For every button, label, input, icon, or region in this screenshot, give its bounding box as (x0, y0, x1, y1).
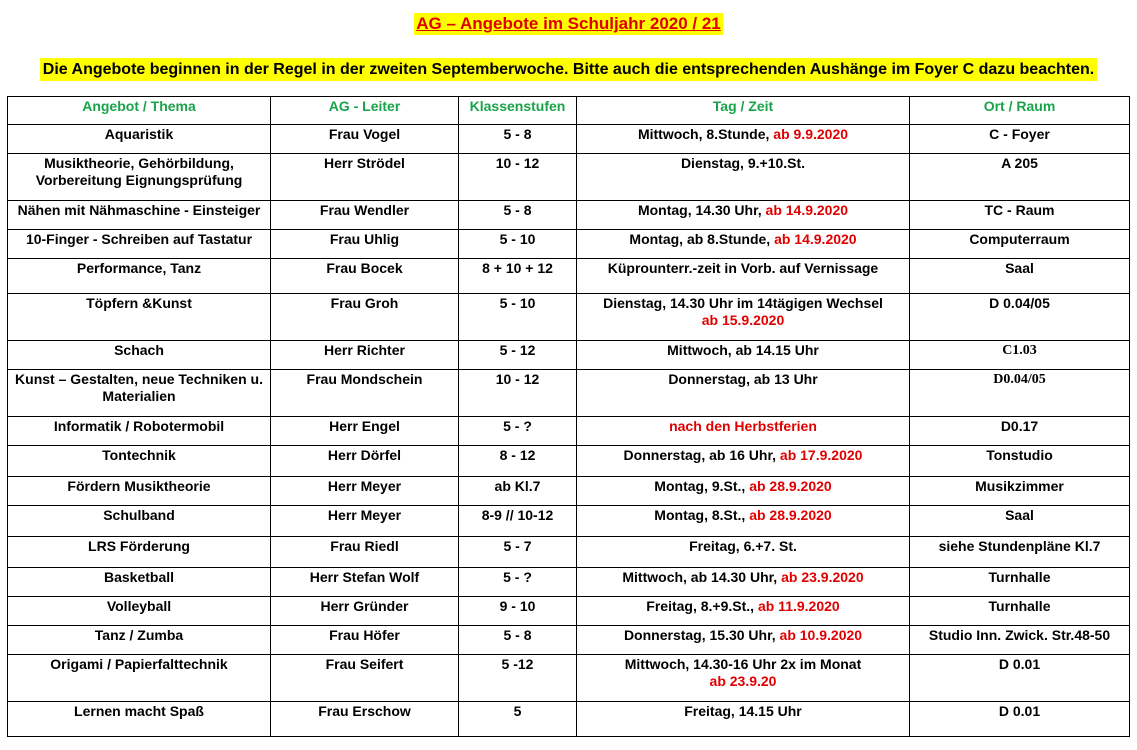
cell-thema: 10-Finger - Schreiben auf Tastatur (8, 230, 271, 259)
time-text: Donnerstag, 15.30 Uhr, (623, 627, 776, 643)
cell-stufen: 5 - 7 (459, 537, 577, 568)
cell-stufen: 5 - 8 (459, 201, 577, 230)
cell-ort: Musikzimmer (910, 477, 1130, 506)
start-date-text: ab 23.9.2020 (781, 569, 864, 585)
cell-ort: A 205 (910, 154, 1130, 201)
cell-stufen: 5 - 10 (459, 230, 577, 259)
cell-stufen: 8 + 10 + 12 (459, 259, 577, 294)
column-header-zeit: Tag / Zeit (577, 97, 910, 125)
cell-thema: Volleyball (8, 597, 271, 626)
cell-stufen: 10 - 12 (459, 370, 577, 417)
cell-leiter: Frau Erschow (271, 702, 459, 737)
cell-zeit (577, 477, 910, 506)
cell-ort: siehe Stundenpläne Kl.7 (910, 537, 1130, 568)
table-header-row (8, 97, 1130, 125)
cell-leiter: Herr Dörfel (271, 446, 459, 477)
table-row (8, 597, 1130, 626)
cell-leiter: Herr Stefan Wolf (271, 568, 459, 597)
cell-stufen: 8-9 // 10-12 (459, 506, 577, 537)
cell-stufen: 9 - 10 (459, 597, 577, 626)
table-row (8, 568, 1130, 597)
cell-leiter: Herr Richter (271, 341, 459, 370)
time-text: Montag, 9.St., (654, 478, 746, 494)
table-row (8, 259, 1130, 294)
start-date-text: ab 23.9.20 (709, 673, 777, 689)
start-date-text: ab 14.9.2020 (765, 202, 849, 218)
cell-ort: Turnhalle (910, 597, 1130, 626)
start-date-text: nach den Herbstferien (669, 418, 817, 434)
page-title: AG – Angebote im Schuljahr 2020 / 21 (416, 14, 721, 33)
start-date-text: ab 28.9.2020 (749, 507, 832, 523)
time-text: Dienstag, 9.+10.St. (680, 155, 806, 171)
cell-stufen: 5 - ? (459, 417, 577, 446)
cell-stufen: 5 - 8 (459, 626, 577, 655)
cell-leiter: Frau Bocek (271, 259, 459, 294)
table-row (8, 702, 1130, 737)
cell-ort: Saal (910, 259, 1130, 294)
cell-zeit (577, 125, 910, 154)
cell-zeit (577, 294, 910, 341)
column-header-leiter: AG - Leiter (271, 97, 459, 125)
table-row (8, 477, 1130, 506)
cell-leiter: Herr Strödel (271, 154, 459, 201)
cell-ort: D0.04/05 (910, 370, 1130, 417)
time-text: Freitag, 6.+7. St. (689, 538, 797, 554)
cell-zeit (577, 597, 910, 626)
table-row (8, 446, 1130, 477)
cell-thema: Nähen mit Nähmaschine - Einsteiger (8, 201, 271, 230)
time-text: Mittwoch, ab 14.30 Uhr, (622, 569, 778, 585)
column-header-ort: Ort / Raum (910, 97, 1130, 125)
offers-table (7, 96, 1130, 737)
cell-leiter: Herr Gründer (271, 597, 459, 626)
cell-zeit (577, 201, 910, 230)
cell-zeit (577, 626, 910, 655)
cell-leiter: Frau Uhlig (271, 230, 459, 259)
cell-thema: Musiktheorie, Gehörbildung, Vorbereitung Eignungsprüfung (8, 154, 271, 201)
cell-zeit (577, 230, 910, 259)
cell-zeit (577, 537, 910, 568)
cell-leiter: Herr Engel (271, 417, 459, 446)
page-subtitle: Die Angebote beginnen in der Regel in der zweiten Septemberwoche. Bitte auch die entsprechenden Aushänge im Foyer C dazu beachten. (40, 58, 1097, 81)
cell-ort: Turnhalle (910, 568, 1130, 597)
start-date-text: ab 28.9.2020 (749, 478, 832, 494)
cell-ort: TC - Raum (910, 201, 1130, 230)
cell-thema: Aquaristik (8, 125, 271, 154)
cell-zeit (577, 446, 910, 477)
cell-ort: Tonstudio (910, 446, 1130, 477)
table-row (8, 201, 1130, 230)
table-row (8, 537, 1130, 568)
title-wrapper (0, 13, 1137, 35)
cell-stufen: 5 - 10 (459, 294, 577, 341)
cell-zeit (577, 506, 910, 537)
cell-thema: Tontechnik (8, 446, 271, 477)
table-row (8, 655, 1130, 702)
subtitle-wrapper (0, 58, 1137, 81)
cell-leiter: Frau Mondschein (271, 370, 459, 417)
cell-ort: C1.03 (910, 341, 1130, 370)
cell-ort: C - Foyer (910, 125, 1130, 154)
cell-leiter: Frau Vogel (271, 125, 459, 154)
cell-thema: Töpfern &Kunst (8, 294, 271, 341)
cell-thema: Tanz / Zumba (8, 626, 271, 655)
column-header-thema: Angebot / Thema (8, 97, 271, 125)
cell-stufen: 5 - ? (459, 568, 577, 597)
cell-thema: Basketball (8, 568, 271, 597)
cell-thema: LRS Förderung (8, 537, 271, 568)
cell-ort: Saal (910, 506, 1130, 537)
table-row (8, 341, 1130, 370)
cell-zeit (577, 370, 910, 417)
time-text: Montag, 14.30 Uhr, (637, 202, 762, 218)
cell-thema: Lernen macht Spaß (8, 702, 271, 737)
cell-zeit (577, 568, 910, 597)
cell-stufen: 5 (459, 702, 577, 737)
table-row (8, 125, 1130, 154)
start-date-text: ab 10.9.2020 (779, 627, 863, 643)
cell-thema: Schulband (8, 506, 271, 537)
cell-zeit (577, 655, 910, 702)
cell-leiter: Frau Seifert (271, 655, 459, 702)
cell-leiter: Frau Wendler (271, 201, 459, 230)
cell-stufen: 10 - 12 (459, 154, 577, 201)
time-text: Mittwoch, 14.30-16 Uhr 2x im Monat (624, 656, 862, 672)
time-text: Freitag, 8.+9.St., (646, 598, 755, 614)
cell-stufen: 5 - 8 (459, 125, 577, 154)
time-text: Donnerstag, ab 13 Uhr (668, 371, 818, 387)
cell-thema: Kunst – Gestalten, neue Techniken u. Materialien (8, 370, 271, 417)
table-row (8, 626, 1130, 655)
time-text: Freitag, 14.15 Uhr (684, 703, 802, 719)
table-row (8, 294, 1130, 341)
cell-stufen: 8 - 12 (459, 446, 577, 477)
cell-stufen: 5 - 12 (459, 341, 577, 370)
column-header-stufen: Klassenstufen (459, 97, 577, 125)
cell-thema: Schach (8, 341, 271, 370)
time-text: Mittwoch, 8.Stunde, (637, 126, 770, 142)
time-text: Dienstag, 14.30 Uhr im 14tägigen Wechsel (603, 295, 883, 311)
cell-zeit (577, 259, 910, 294)
start-date-text: ab 9.9.2020 (773, 126, 849, 142)
table-row (8, 506, 1130, 537)
time-text: Donnerstag, ab 16 Uhr, (623, 447, 777, 463)
cell-ort: D 0.01 (910, 655, 1130, 702)
cell-leiter: Herr Meyer (271, 477, 459, 506)
cell-leiter: Frau Riedl (271, 537, 459, 568)
time-text: Mittwoch, ab 14.15 Uhr (667, 342, 819, 358)
cell-ort: D 0.01 (910, 702, 1130, 737)
cell-ort: D0.17 (910, 417, 1130, 446)
cell-zeit (577, 341, 910, 370)
cell-thema: Origami / Papierfalttechnik (8, 655, 271, 702)
time-text: Montag, ab 8.Stunde, (629, 231, 771, 247)
table-row (8, 230, 1130, 259)
cell-thema: Performance, Tanz (8, 259, 271, 294)
time-text: Küprounterr.-zeit in Vorb. auf Vernissage (607, 260, 879, 276)
table-row (8, 417, 1130, 446)
cell-thema: Informatik / Robotermobil (8, 417, 271, 446)
cell-ort: D 0.04/05 (910, 294, 1130, 341)
cell-stufen: ab Kl.7 (459, 477, 577, 506)
cell-leiter: Herr Meyer (271, 506, 459, 537)
cell-leiter: Frau Groh (271, 294, 459, 341)
cell-stufen: 5 -12 (459, 655, 577, 702)
table-row (8, 154, 1130, 201)
cell-ort: Studio Inn. Zwick. Str.48-50 (910, 626, 1130, 655)
cell-zeit (577, 417, 910, 446)
cell-thema: Fördern Musiktheorie (8, 477, 271, 506)
cell-zeit (577, 154, 910, 201)
time-text: Montag, 8.St., (654, 507, 746, 523)
start-date-text: ab 14.9.2020 (774, 231, 857, 247)
start-date-text: ab 17.9.2020 (779, 447, 863, 463)
start-date-text: ab 11.9.2020 (757, 598, 840, 614)
start-date-text: ab 15.9.2020 (701, 312, 785, 328)
cell-ort: Computerraum (910, 230, 1130, 259)
cell-leiter: Frau Höfer (271, 626, 459, 655)
cell-zeit (577, 702, 910, 737)
table-row (8, 370, 1130, 417)
